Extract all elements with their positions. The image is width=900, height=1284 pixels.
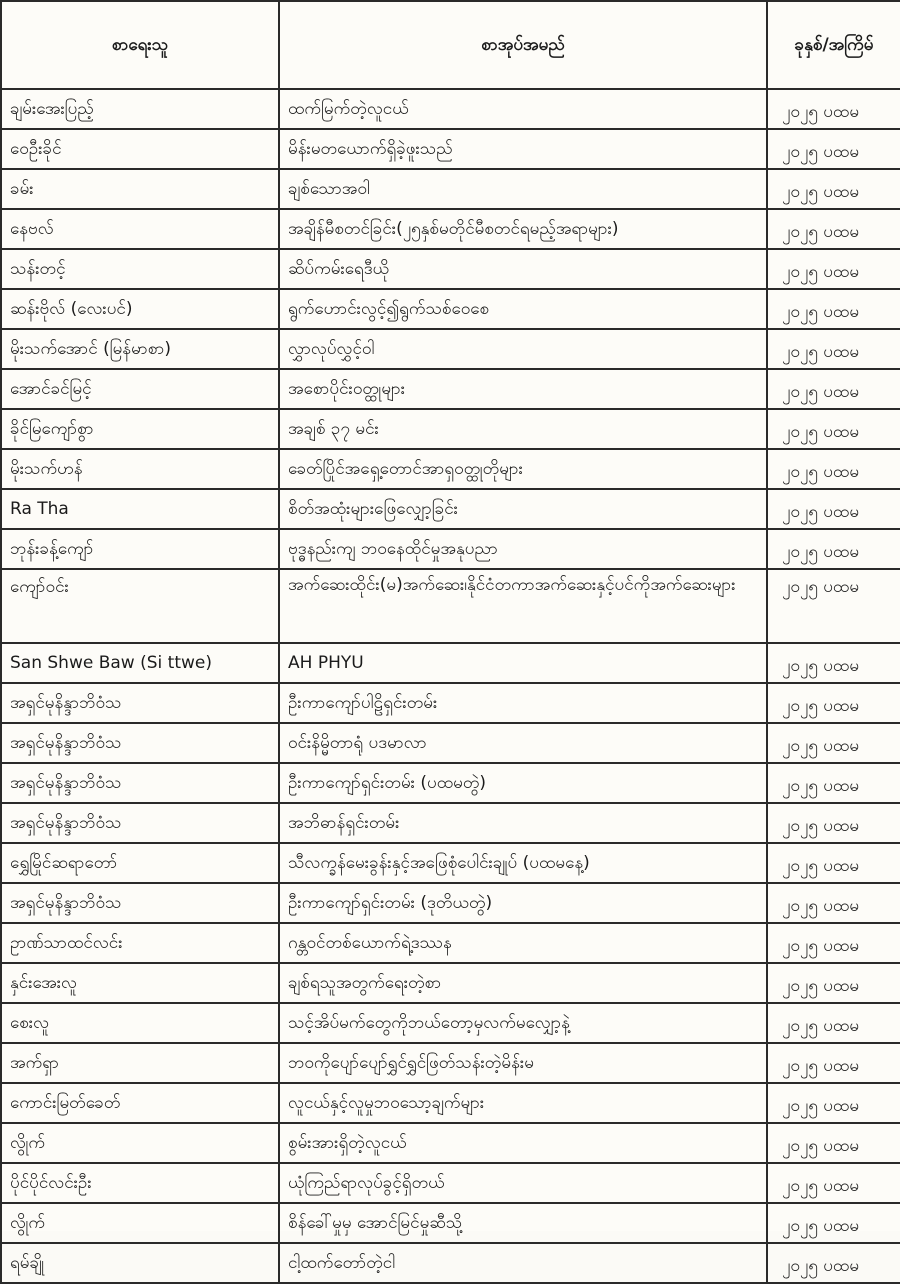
title-cell: အဘိဓာန်ရှင်းတမ်း (279, 803, 767, 843)
table-row (1, 169, 900, 209)
title-cell: သီလက္ခန်မေးခွန်းနှင့်အဖြေစုံပေါင်းချုပ် (ပထမနေ့) (279, 843, 767, 883)
table-row (1, 529, 900, 569)
title-cell: လူငယ်နှင့်လူမှုဘဝသော့ချက်များ (279, 1083, 767, 1123)
author-cell: ဘုန်းခန့်ကျော် (1, 529, 279, 569)
edition-cell: ၂၀၂၅ ပထမ (767, 1163, 900, 1203)
table-row (1, 249, 900, 289)
title-cell: သင့်အိပ်မက်တွေကိုဘယ်တော့မှလက်မလျှော့နဲ့ (279, 1003, 767, 1043)
table-row (1, 89, 900, 129)
title-cell: ခေတ်ပြိုင်အရှေ့တောင်အာရှဝတ္ထုတိုများ (279, 449, 767, 489)
edition-cell: ၂၀၂၅ ပထမ (767, 489, 900, 529)
title-cell: ဗုဒ္ဓနည်းကျ ဘဝနေထိုင်မှုအနုပညာ (279, 529, 767, 569)
title-cell: အက်ဆေးထိုင်း(မ)အက်ဆေး၊နိုင်ငံတကာအက်ဆေးနှင့်ပင်ကိုအက်ဆေးများ (279, 569, 767, 643)
title-cell: ဦးကာကျော်ရှင်းတမ်း (ဒုတိယတွဲ) (279, 883, 767, 923)
edition-cell: ၂၀၂၅ ပထမ (767, 289, 900, 329)
title-cell: လွှာလုပ်လွှင့်ဝါ (279, 329, 767, 369)
table-row (1, 489, 900, 529)
edition-cell: ၂၀၂၅ ပထမ (767, 449, 900, 489)
edition-column-header: ခုနှစ်/အကြိမ် (767, 1, 900, 89)
author-cell: သန်းတင့် (1, 249, 279, 289)
author-cell: အရှင်မုနိန္ဒာဘိဝံသ (1, 723, 279, 763)
author-cell: လွိုက် (1, 1203, 279, 1243)
author-cell: ဥာဏ်သာထင်လင်း (1, 923, 279, 963)
title-cell: ချစ်ရသူအတွက်ရေးတဲ့စာ (279, 963, 767, 1003)
table-row (1, 723, 900, 763)
edition-cell: ၂၀၂၅ ပထမ (767, 529, 900, 569)
author-cell: ကောင်းမြတ်ခေတ် (1, 1083, 279, 1123)
author-cell: ကျော်ဝင်း (1, 569, 279, 643)
edition-cell: ၂၀၂၅ ပထမ (767, 409, 900, 449)
edition-cell: ၂၀၂၅ ပထမ (767, 1123, 900, 1163)
title-cell: အစောပိုင်းဝတ္ထုများ (279, 369, 767, 409)
title-cell: ထက်မြက်တဲ့လူငယ် (279, 89, 767, 129)
edition-cell: ၂၀၂၅ ပထမ (767, 763, 900, 803)
table-row (1, 1003, 900, 1043)
title-cell: ဂန္တဝင်တစ်ယောက်ရဲ့ဒဿန (279, 923, 767, 963)
table-row (1, 1083, 900, 1123)
edition-cell: ၂၀၂၅ ပထမ (767, 569, 900, 643)
table-row (1, 449, 900, 489)
title-cell: ဘဝကိုပျော်ပျော်ရွှင်ရွှင်ဖြတ်သန်းတဲ့မိန်းမ (279, 1043, 767, 1083)
title-cell: အချိန်မီစတင်ခြင်း(၂၅နှစ်မတိုင်မီစတင်ရမည့်အရာများ) (279, 209, 767, 249)
table-row (1, 803, 900, 843)
header-row (1, 1, 900, 89)
table-row (1, 569, 900, 643)
table-row (1, 409, 900, 449)
title-cell: AH PHYU (279, 643, 767, 683)
author-cell: စေးလူ (1, 1003, 279, 1043)
title-cell: စိတ်အထုံးများဖြေလျှော့ခြင်း (279, 489, 767, 529)
title-cell: စွမ်းအားရှိတဲ့လူငယ် (279, 1123, 767, 1163)
edition-cell: ၂၀၂၅ ပထမ (767, 1043, 900, 1083)
edition-cell: ၂၀၂၅ ပထမ (767, 1083, 900, 1123)
table-row (1, 883, 900, 923)
edition-cell: ၂၀၂၅ ပထမ (767, 883, 900, 923)
title-cell: ရွက်ဟောင်းလွင့်၍ရွက်သစ်ဝေစေ (279, 289, 767, 329)
title-cell: ဦးကာကျော်ရှင်းတမ်း (ပထမတွဲ) (279, 763, 767, 803)
author-cell: ပိုင်ပိုင်လင်းဦး (1, 1163, 279, 1203)
title-cell: ဦးကာကျော်ပါဠိရှင်းတမ်း (279, 683, 767, 723)
edition-cell: ၂၀၂၅ ပထမ (767, 803, 900, 843)
table-row (1, 843, 900, 883)
author-cell: အရှင်မုနိန္ဒာဘိဝံသ (1, 803, 279, 843)
title-cell: ငါ့ထက်တော်တဲ့ငါ (279, 1243, 767, 1283)
title-cell: ချစ်သောအဝါ (279, 169, 767, 209)
edition-cell: ၂၀၂၅ ပထမ (767, 129, 900, 169)
table-row (1, 643, 900, 683)
author-cell: ရွှေမြိုင်ဆရာတော် (1, 843, 279, 883)
edition-cell: ၂၀၂၅ ပထမ (767, 369, 900, 409)
author-cell: San Shwe Baw (Si ttwe) (1, 643, 279, 683)
edition-cell: ၂၀၂၅ ပထမ (767, 923, 900, 963)
author-cell: အက်ရှာ (1, 1043, 279, 1083)
table-row (1, 1043, 900, 1083)
title-column-header: စာအုပ်အမည် (279, 1, 767, 89)
edition-cell: ၂၀၂၅ ပထမ (767, 209, 900, 249)
author-cell: ဝေဦးခိုင် (1, 129, 279, 169)
author-cell: Ra Tha (1, 489, 279, 529)
edition-cell: ၂၀၂၅ ပထမ (767, 249, 900, 289)
table-row (1, 1163, 900, 1203)
author-cell: အရှင်မုနိန္ဒာဘိဝံသ (1, 683, 279, 723)
table-body (1, 89, 900, 1283)
table-row (1, 763, 900, 803)
edition-cell: ၂၀၂၅ ပထမ (767, 683, 900, 723)
author-cell: မိုးသက်အောင် (မြန်မာစာ) (1, 329, 279, 369)
author-cell: နေဗလ် (1, 209, 279, 249)
edition-cell: ၂၀၂၅ ပထမ (767, 1243, 900, 1283)
author-column-header: စာရေးသူ (1, 1, 279, 89)
author-cell: ခိုင်မြကျော်စွာ (1, 409, 279, 449)
author-cell: မိုးသက်ဟန် (1, 449, 279, 489)
author-cell: လွိုက် (1, 1123, 279, 1163)
author-cell: နှင်းအေးလူ (1, 963, 279, 1003)
edition-cell: ၂၀၂၅ ပထမ (767, 169, 900, 209)
edition-cell: ၂၀၂၅ ပထမ (767, 329, 900, 369)
title-cell: စိန်ခေါ်မှုမှ အောင်မြင်မှုဆီသို့ (279, 1203, 767, 1243)
title-cell: ဝင်းနိမ္မိတာရုံ ပဒမာလာ (279, 723, 767, 763)
table-row (1, 923, 900, 963)
table-row (1, 209, 900, 249)
author-cell: ချမ်းအေးပြည့် (1, 89, 279, 129)
table-row (1, 683, 900, 723)
edition-cell: ၂၀၂၅ ပထမ (767, 843, 900, 883)
table-row (1, 289, 900, 329)
edition-cell: ၂၀၂၅ ပထမ (767, 643, 900, 683)
table-header (1, 1, 900, 89)
edition-cell: ၂၀၂၅ ပထမ (767, 1203, 900, 1243)
table-row (1, 963, 900, 1003)
edition-cell: ၂၀၂၅ ပထမ (767, 89, 900, 129)
edition-cell: ၂၀၂၅ ပထမ (767, 963, 900, 1003)
table-row (1, 1123, 900, 1163)
author-cell: အရှင်မုနိန္ဒာဘိဝံသ (1, 883, 279, 923)
table-row (1, 1203, 900, 1243)
title-cell: အချစ် ၃၇ မင်း (279, 409, 767, 449)
table-row (1, 1243, 900, 1283)
table-row (1, 369, 900, 409)
author-cell: အောင်ခင်မြင့် (1, 369, 279, 409)
author-cell: ရမ်ချို (1, 1243, 279, 1283)
title-cell: မိန်းမတယောက်ရှိခဲ့ဖူးသည် (279, 129, 767, 169)
title-cell: ဆိပ်ကမ်းရေဒီယို (279, 249, 767, 289)
table-row (1, 129, 900, 169)
edition-cell: ၂၀၂၅ ပထမ (767, 1003, 900, 1043)
author-cell: ခမ်း (1, 169, 279, 209)
title-cell: ယုံကြည်ရာလုပ်ခွင့်ရှိတယ် (279, 1163, 767, 1203)
table-row (1, 329, 900, 369)
edition-cell: ၂၀၂၅ ပထမ (767, 723, 900, 763)
author-cell: အရှင်မုနိန္ဒာဘိဝံသ (1, 763, 279, 803)
author-cell: ဆန်းဗိုလ် (လေးပင်) (1, 289, 279, 329)
